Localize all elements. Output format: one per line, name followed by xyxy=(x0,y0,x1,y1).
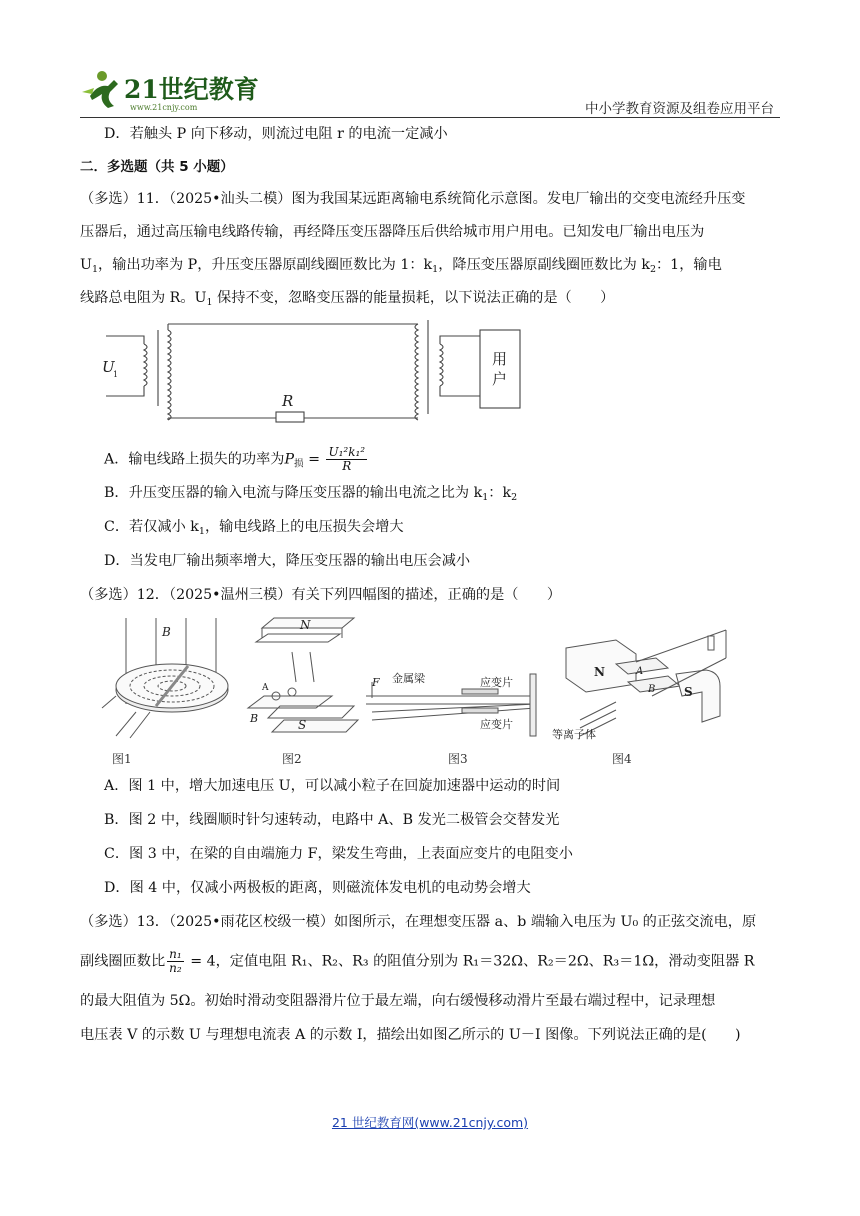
logo-url: www.21cnjy.com xyxy=(130,103,198,112)
platform-title: 中小学教育资源及组卷应用平台 xyxy=(585,101,774,117)
logo-text: 21世纪教育 xyxy=(124,75,259,104)
q11-option-c: C．若仅减小 $k_1$，输电线路上的电压损失会增大 xyxy=(104,519,404,537)
q12-fig3-label: 图3 xyxy=(448,752,468,766)
q12-option-b: B．图 2 中，线圈顺时针匀速转动，电路中 A、B 发光二极管会交替发光 xyxy=(104,812,560,828)
q12-fig2-a: A xyxy=(262,683,269,693)
q12-fig1-label: 图1 xyxy=(112,752,132,766)
q12-fig3-gauge-top: 应变片 xyxy=(480,676,513,689)
q12-fig4-b: B xyxy=(648,684,656,695)
svg-text:1: 1 xyxy=(113,370,119,379)
q12-fig3-beam: 金属梁 xyxy=(392,672,425,685)
q12-fig1-b: B xyxy=(162,625,171,639)
q12-fig4-s: S xyxy=(684,685,693,699)
q12-stem: （多选）12．（2025•温州三模）有关下列四幅图的描述，正确的是（ ） xyxy=(80,587,562,603)
q13-line1: （多选）13．（2025•雨花区校级一模）如图所示，在理想变压器 a、b 端输入电压为 U₀ 的正弦交流电，原 xyxy=(80,914,757,930)
q12-option-a: A．图 1 中，增大加速电压 U，可以减小粒子在回旋加速器中运动的时间 xyxy=(104,778,561,794)
logo xyxy=(80,66,260,114)
q13-ratio-fraction: $\frac{\text{n₁}}{\text{n₂}}$ xyxy=(169,947,182,975)
q11-line4: 线路总电阻为 R。$U_1$ 保持不变，忽略变压器的能量损耗，以下说法正确的是（ ） xyxy=(80,290,615,308)
q11-user-label-1: 用 xyxy=(492,350,508,368)
q12-fig4-plasma: 等离子体 xyxy=(552,728,596,741)
logo-runner-icon xyxy=(80,66,260,114)
q11-line2: 压器后，通过高压输电线路传输，再经降压变压器降压后供给城市用户用电。已知发电厂输出电压为 xyxy=(80,224,705,240)
q13-line4: 电压表 V 的示数 U 与理想电流表 A 的示数 I，描绘出如图乙所示的 U－I 图像。下列说法正确的是( ) xyxy=(80,1027,741,1043)
q11-user-label-2: 户 xyxy=(492,370,508,388)
q12-fig3-f: F xyxy=(372,676,380,689)
q12-fig2-b: B xyxy=(250,712,259,725)
q12-figures xyxy=(96,612,736,768)
q11-resistor-label: R xyxy=(282,392,294,410)
q12-option-d: D．图 4 中，仅减小两极板的距离，则磁流体发电机的电动势会增大 xyxy=(104,880,531,896)
q12-fig3-gauge-bottom: 应变片 xyxy=(480,718,513,731)
q11-line3: $U_1$，输出功率为 P，升压变压器原副线圈匝数比为 1：$k_1$，降压变压器原副线圈匝数比为 $k_2$：1，输电 xyxy=(80,257,722,275)
q12-fig2-label: 图2 xyxy=(282,752,302,766)
q11-u1-label: U xyxy=(102,358,115,376)
q13-line2: 副线圈匝数比 $\frac{\text{n₁}}{\text{n₂}}$ = 4，定值电阻 R₁、R₂、R₃ 的阻值分别为 R₁＝32Ω、R₂＝2Ω、R₃＝1Ω，滑动变阻器 R xyxy=(80,947,755,975)
q11-circuit-diagram xyxy=(96,316,536,428)
q11-option-a: A．输电线路上损失的功率为$P_损$ = $\frac{\text{U₁²k₁²}}{R}$ xyxy=(104,445,366,473)
q11-option-d: D．当发电厂输出频率增大，降压变压器的输出电压会减小 xyxy=(104,553,471,569)
q12-fig4-n: N xyxy=(594,665,605,679)
footer xyxy=(0,1113,860,1131)
q11-option-a-fraction: $\frac{\text{U₁²k₁²}}{R}$ xyxy=(328,445,366,473)
q12-fig2-s: S xyxy=(298,718,307,732)
header-divider xyxy=(80,117,780,118)
q11-option-b: B．升压变压器的输入电流与降压变压器的输出电流之比为 $k_1$：$k_2$ xyxy=(104,485,518,503)
q10-option-d: D．若触头 P 向下移动，则流过电阻 r 的电流一定减小 xyxy=(104,126,448,142)
section-title: 二．多选题（共 5 小题） xyxy=(80,159,234,175)
q12-fig4-a: A xyxy=(636,666,644,677)
q12-option-c: C．图 3 中，在梁的自由端施力 F，梁发生弯曲，上表面应变片的电阻变小 xyxy=(104,846,573,862)
footer-link[interactable]: 21 世纪教育网(www.21cnjy.com) xyxy=(331,1115,529,1130)
q12-fig4-label: 图4 xyxy=(612,752,632,766)
q13-line3: 的最大阻值为 5Ω。初始时滑动变阻器滑片位于最左端，向右缓慢移动滑片至最右端过程中，记录理想 xyxy=(80,993,716,1009)
q11-stem xyxy=(80,183,780,315)
q12-fig2-n: N xyxy=(300,618,311,632)
q11-line1: （多选）11．（2025•汕头二模）图为我国某远距离输电系统简化示意图。发电厂输出的交变电流经升压变 xyxy=(80,191,746,207)
